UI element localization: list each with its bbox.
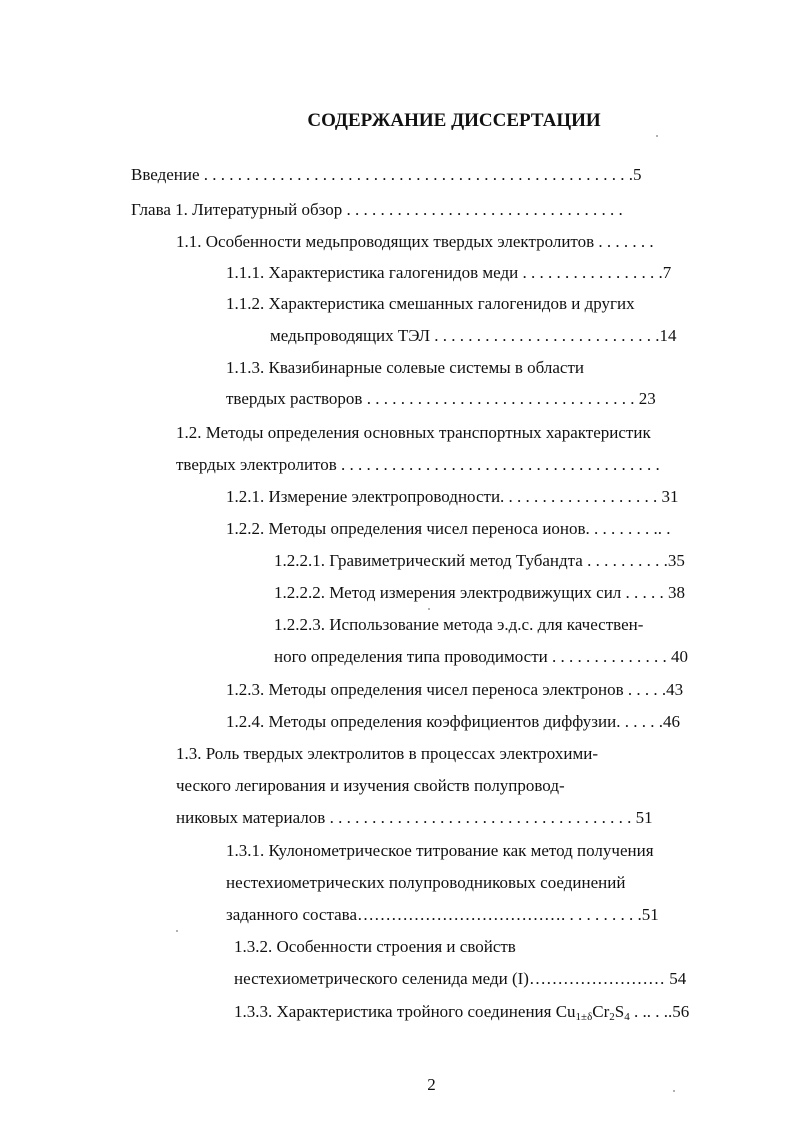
scan-speck [428,608,430,610]
toc-entry-text: 1.3.3. Характеристика тройного соединения Cu [234,1002,576,1021]
toc-entry: 1.2.2.1. Гравиметрический метод Тубандта . . . . . . . . . .35 [274,551,685,570]
toc-entry: 1.2.1. Измерение электропроводности. . . . . . . . . . . . . . . . . . . 31 [226,487,679,506]
toc-entry: 1.2. Методы определения основных транспортных характеристик [176,423,651,442]
toc-entry: 1.3.2. Особенности строения и свойств [234,937,516,956]
toc-entry: 1.1.2. Характеристика смешанных галогенидов и других [226,294,635,313]
toc-entry: твердых электролитов . . . . . . . . . . . . . . . . . . . . . . . . . . . . . . . . . . . . . . [176,455,660,474]
toc-entry: Глава 1. Литературный обзор . . . . . . . . . . . . . . . . . . . . . . . . . . . . . . . . . [131,200,623,219]
toc-entry: медьпроводящих ТЭЛ . . . . . . . . . . . . . . . . . . . . . . . . . . .14 [270,326,677,345]
toc-entry: 1.1.1. Характеристика галогенидов меди . . . . . . . . . . . . . . . . .7 [226,263,672,282]
formula-element: Cr [592,1002,610,1021]
toc-entry: нестехиометрического селенида меди (I)…………………… 54 [234,969,687,988]
scan-speck [176,930,178,932]
toc-entry: нестехиометрических полупроводниковых соединений [226,873,626,892]
toc-entry: 1.2.2. Методы определения чисел переноса ионов. . . . . . . . .. . [226,519,671,538]
toc-entry: ного определения типа проводимости . . . . . . . . . . . . . . 40 [274,647,688,666]
formula-subscript: 4 [624,1011,630,1023]
toc-entry-leader: . .. . ..56 [629,1002,690,1021]
scan-speck [656,135,658,137]
page-number: 2 [427,1075,436,1094]
toc-entry: 1.2.2.3. Использование метода э.д.с. для качествен- [274,615,644,634]
toc-entry: 1.2.4. Методы определения коэффициентов диффузии. . . . . .46 [226,712,680,731]
toc-entry: 1.3.1. Кулонометрическое титрование как метод получения [226,841,654,860]
toc-entry: 1.1. Особенности медьпроводящих твердых электролитов . . . . . . . [176,232,654,251]
toc-entry: 1.3. Роль твердых электролитов в процессах электрохими- [176,744,598,763]
toc-entry: ческого легирования и изучения свойств полупровод- [176,776,565,795]
formula-subscript: 1±δ [575,1011,593,1023]
formula-subscript: 2 [609,1011,615,1023]
toc-entry: 1.2.3. Методы определения чисел переноса электронов . . . . .43 [226,680,684,699]
toc-entry-formula [234,1001,689,1023]
scan-speck [673,1090,675,1092]
toc-entry: твердых растворов . . . . . . . . . . . . . . . . . . . . . . . . . . . . . . . . 23 [226,389,656,408]
toc-entry: 1.2.2.2. Метод измерения электродвижущих сил . . . . . 38 [274,583,686,602]
formula-element: S [614,1002,625,1021]
toc-entry: 1.1.3. Квазибинарные солевые системы в области [226,358,584,377]
toc-entry: заданного состава………………………………. . . . . . . . . .51 [226,905,659,924]
page-title: СОДЕРЖАНИЕ ДИССЕРТАЦИИ [307,110,601,131]
toc-entry: никовых материалов . . . . . . . . . . . . . . . . . . . . . . . . . . . . . . . . . . . . 51 [176,808,653,827]
toc-entry: Введение . . . . . . . . . . . . . . . . . . . . . . . . . . . . . . . . . . . . . . . . . . . . . . . . . . .5 [131,165,642,184]
